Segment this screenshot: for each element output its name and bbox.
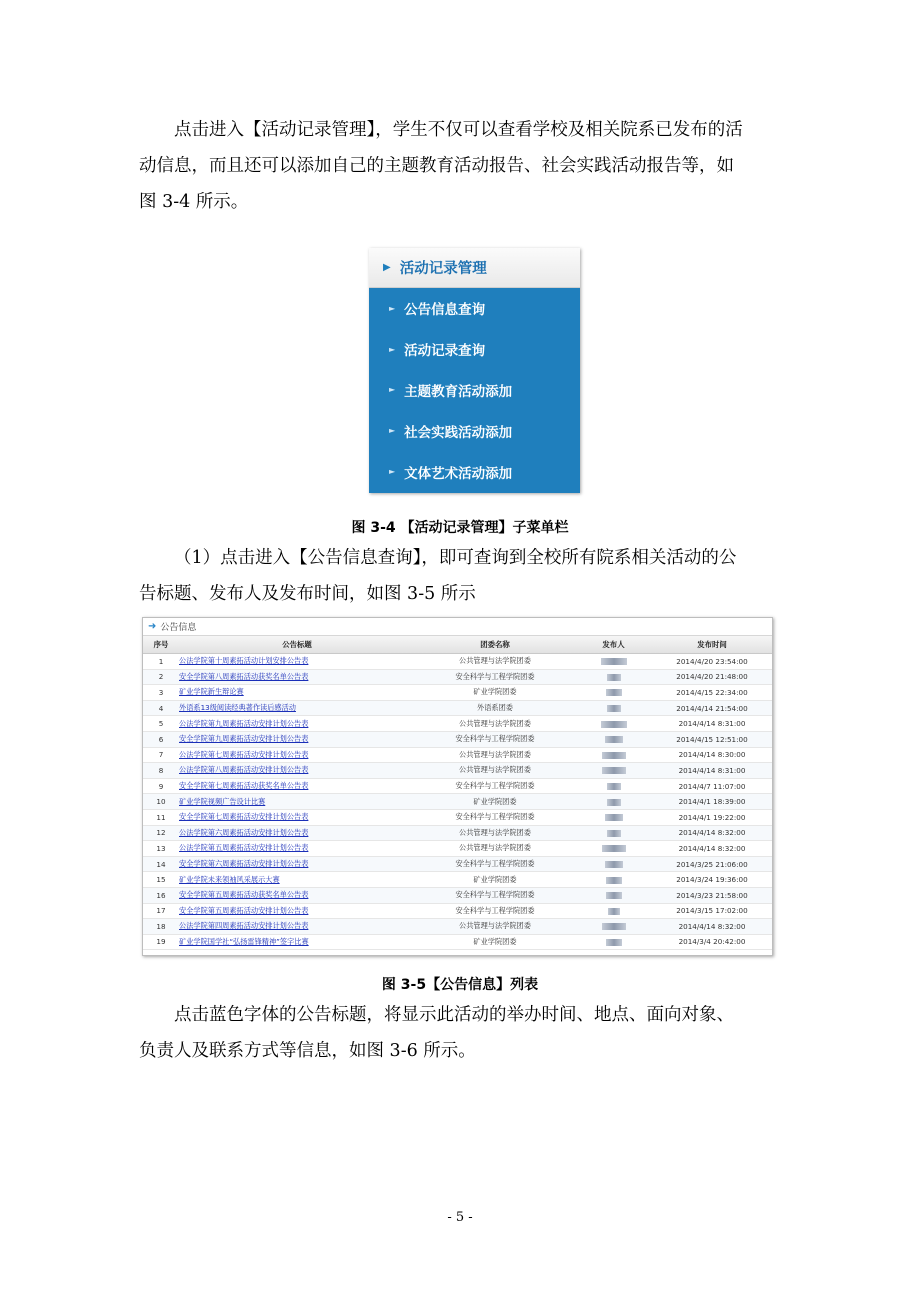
blurred-publisher [602,767,626,774]
table-title-bar [143,618,772,636]
bullet-icon: ► [389,467,396,477]
bullet-icon: ► [389,426,396,436]
notice-table-figure [142,617,773,956]
cell-publisher [575,747,652,763]
table-row [143,794,772,810]
cell-org: 公共管理与法学院团委 [415,716,575,732]
notice-title-link[interactable]: 公法学院第六周素拓活动安排计划公告表 [179,827,309,837]
cell-time: 2014/4/14 8:32:00 [652,919,772,935]
cell-publisher [575,669,652,685]
cell-org: 安全科学与工程学院团委 [415,809,575,825]
table-row [143,809,772,825]
menu-item-art-add[interactable] [369,451,580,492]
notice-title-link[interactable]: 公法学院第八周素拓活动安排计划公告表 [179,765,309,775]
cell-title [179,825,415,841]
cell-time: 2014/4/7 11:07:00 [652,778,772,794]
cell-org: 矿业学院团委 [415,685,575,701]
figure-caption-3-5: 图 3-5【公告信息】列表 [381,977,539,993]
cell-title [179,716,415,732]
table-row [143,841,772,857]
cell-no: 13 [143,841,179,857]
menu-item-notice-query[interactable] [369,288,580,329]
cell-no: 8 [143,763,179,779]
notice-title-link[interactable]: 外语系13级阅读经典著作读后感活动 [179,703,296,713]
cell-org: 安全科学与工程学院团委 [415,903,575,919]
cell-publisher [575,809,652,825]
cell-publisher [575,716,652,732]
cell-publisher [575,778,652,794]
col-header-time: 发布时间 [652,636,772,654]
notice-title-link[interactable]: 安全学院第九周素拓活动安排计划公告表 [179,734,309,744]
col-header-org: 团委名称 [415,636,575,654]
blurred-publisher [606,939,622,946]
cell-no: 16 [143,887,179,903]
notice-title-link[interactable]: 安全学院第八周素拓活动获奖名单公告表 [179,671,309,681]
cell-time: 2014/4/14 8:30:00 [652,747,772,763]
cell-time: 2014/4/15 12:51:00 [652,731,772,747]
notice-title-link[interactable]: 安全学院第六周素拓活动安排计划公告表 [179,859,309,869]
cell-org: 安全科学与工程学院团委 [415,669,575,685]
menu-item-label: 公告信息查询 [404,302,486,319]
table-row [143,685,772,701]
cell-publisher [575,731,652,747]
bullet-icon: ► [389,344,396,354]
bullet-icon: ► [389,303,396,313]
cell-publisher [575,919,652,935]
cell-publisher [575,887,652,903]
blurred-publisher [607,799,621,806]
cell-title [179,654,415,670]
cell-time: 2014/3/4 20:42:00 [652,934,772,950]
cell-no: 3 [143,685,179,701]
menu-item-label: 主题教育活动添加 [404,383,513,400]
intro-paragraph [139,112,781,220]
cell-title [179,841,415,857]
para-3-line-2: 负责人及联系方式等信息，如图 3-6 所示。 [139,1041,476,1061]
cell-title [179,763,415,779]
cell-time: 2014/3/15 17:02:00 [652,903,772,919]
notice-title-link[interactable]: 矿业学院新生辩论赛 [179,687,244,697]
cell-title [179,794,415,810]
cell-publisher [575,934,652,950]
table-row [143,716,772,732]
blurred-publisher [607,705,621,712]
blurred-publisher [605,861,623,868]
cell-title [179,778,415,794]
notice-title-link[interactable]: 公法学院第七周素拓活动安排计划公告表 [179,749,309,759]
cell-no: 7 [143,747,179,763]
cell-time: 2014/4/14 21:54:00 [652,700,772,716]
cell-publisher [575,685,652,701]
table-row [143,872,772,888]
triangle-right-icon: ▶ [383,262,391,273]
table-title: 公告信息 [160,623,197,633]
cell-publisher [575,841,652,857]
table-row [143,887,772,903]
cell-no: 11 [143,809,179,825]
cell-no: 9 [143,778,179,794]
cell-publisher [575,794,652,810]
col-header-no: 序号 [143,636,179,654]
cell-title [179,669,415,685]
table-body [143,654,772,950]
table-row [143,669,772,685]
cell-title [179,887,415,903]
table-row [143,903,772,919]
notice-title-link[interactable]: 安全学院第七周素拓活动安排计划公告表 [179,812,309,822]
cell-time: 2014/4/15 22:34:00 [652,685,772,701]
cell-no: 18 [143,919,179,935]
cell-no: 12 [143,825,179,841]
blurred-publisher [602,752,626,759]
blurred-publisher [605,736,623,743]
notice-title-link[interactable]: 公法学院第五周素拓活动安排计划公告表 [179,843,309,853]
col-header-title: 公告标题 [179,636,415,654]
figure-caption-3-4: 图 3-4 【活动记录管理】子菜单栏 [351,520,569,536]
blurred-publisher [606,689,622,696]
notice-title-link[interactable]: 矿业学院未来领袖风采展示大赛 [179,874,280,884]
cell-title [179,872,415,888]
cell-org: 矿业学院团委 [415,934,575,950]
para-3 [139,997,781,1069]
cell-time: 2014/4/14 8:31:00 [652,716,772,732]
cell-publisher [575,903,652,919]
cell-publisher [575,825,652,841]
blurred-publisher [606,877,622,884]
cell-org: 公共管理与法学院团委 [415,763,575,779]
cell-org: 矿业学院团委 [415,794,575,810]
cell-no: 4 [143,700,179,716]
cell-publisher [575,654,652,670]
cell-org: 安全科学与工程学院团委 [415,856,575,872]
cell-time: 2014/3/24 19:36:00 [652,872,772,888]
notice-title-link[interactable]: 安全学院第七周素拓活动获奖名单公告表 [179,781,309,791]
cell-title [179,934,415,950]
cell-org: 安全科学与工程学院团委 [415,887,575,903]
table-row [143,654,772,670]
blurred-publisher [602,923,626,930]
cell-no: 15 [143,872,179,888]
notice-table [143,636,772,950]
para-2 [139,540,781,612]
menu-item-label: 活动记录查询 [404,343,486,360]
blurred-publisher [606,892,622,899]
submenu-figure [369,248,580,493]
cell-title [179,700,415,716]
cell-org: 公共管理与法学院团委 [415,654,575,670]
cell-no: 6 [143,731,179,747]
cell-no: 10 [143,794,179,810]
cell-time: 2014/4/14 8:31:00 [652,763,772,779]
cell-title [179,731,415,747]
cell-no: 1 [143,654,179,670]
cell-time: 2014/4/1 18:39:00 [652,794,772,810]
cell-title [179,685,415,701]
arrow-right-icon: ➜ [148,621,157,632]
table-row [143,825,772,841]
blurred-publisher [608,908,620,915]
cell-time: 2014/4/20 21:48:00 [652,669,772,685]
col-header-publisher: 发布人 [575,636,652,654]
blurred-publisher [607,674,621,681]
intro-line-3: 图 3-4 所示。 [139,192,249,212]
notice-title-link[interactable]: 矿业学院国学社“弘扬雷锋精神”签字比赛 [179,936,309,946]
blurred-publisher [602,845,626,852]
menu-item-social-add[interactable] [369,410,580,451]
cell-org: 矿业学院团委 [415,872,575,888]
notice-title-link[interactable]: 公法学院第十周素拓活动计划安排公告表 [179,656,309,666]
menu-item-label: 社会实践活动添加 [404,424,513,441]
cell-time: 2014/4/14 8:32:00 [652,841,772,857]
table-row [143,934,772,950]
cell-no: 14 [143,856,179,872]
table-row [143,747,772,763]
table-row [143,700,772,716]
menu-header[interactable] [369,248,580,288]
cell-org: 公共管理与法学院团委 [415,841,575,857]
cell-no: 19 [143,934,179,950]
blurred-publisher [601,658,627,665]
menu-item-theme-add[interactable] [369,370,580,411]
table-row [143,731,772,747]
cell-no: 2 [143,669,179,685]
table-header-row [143,636,772,654]
table-row [143,778,772,794]
cell-time: 2014/4/20 23:54:00 [652,654,772,670]
table-row [143,919,772,935]
cell-title [179,856,415,872]
blurred-publisher [605,814,623,821]
cell-publisher [575,856,652,872]
cell-time: 2014/4/1 19:22:00 [652,809,772,825]
intro-line-2: 动信息，而且还可以添加自己的主题教育活动报告、社会实践活动报告等，如 [139,156,734,176]
para-2-line-2: 告标题、发布人及发布时间，如图 3-5 所示 [139,584,476,604]
cell-title [179,919,415,935]
cell-publisher [575,872,652,888]
cell-title [179,747,415,763]
cell-publisher [575,763,652,779]
cell-org: 安全科学与工程学院团委 [415,778,575,794]
notice-title-link[interactable]: 公法学院第四周素拓活动安排计划公告表 [179,921,309,931]
para-3-line-1: 点击蓝色字体的公告标题，将显示此活动的举办时间、地点、面向对象、 [174,1005,734,1025]
cell-org: 公共管理与法学院团委 [415,919,575,935]
cell-org: 公共管理与法学院团委 [415,747,575,763]
bullet-icon: ► [389,385,396,395]
cell-no: 17 [143,903,179,919]
cell-time: 2014/4/14 8:32:00 [652,825,772,841]
cell-org: 公共管理与法学院团委 [415,825,575,841]
blurred-publisher [607,830,621,837]
notice-title-link[interactable]: 公法学院第九周素拓活动安排计划公告表 [179,718,309,728]
para-2-line-1: （1）点击进入【公告信息查询】，即可查询到全校所有院系相关活动的公 [174,548,737,568]
table-row [143,763,772,779]
cell-title [179,809,415,825]
menu-item-record-query[interactable] [369,329,580,370]
page-number: - 5 - [447,1210,473,1225]
blurred-publisher [601,721,627,728]
cell-no: 5 [143,716,179,732]
notice-title-link[interactable]: 安全学院第五周素拓活动获奖名单公告表 [179,890,309,900]
blurred-publisher [607,783,621,790]
notice-title-link[interactable]: 安全学院第五周素拓活动安排计划公告表 [179,905,309,915]
cell-org: 外语系团委 [415,700,575,716]
menu-header-label: 活动记录管理 [399,261,487,277]
cell-title [179,903,415,919]
cell-publisher [575,700,652,716]
table-row [143,856,772,872]
cell-time: 2014/3/25 21:06:00 [652,856,772,872]
menu-item-label: 文体艺术活动添加 [404,465,513,482]
cell-time: 2014/3/23 21:58:00 [652,887,772,903]
cell-org: 安全科学与工程学院团委 [415,731,575,747]
notice-title-link[interactable]: 矿业学院视频广告设计比赛 [179,796,266,806]
intro-line-1: 点击进入【活动记录管理】，学生不仅可以查看学校及相关院系已发布的活 [174,120,743,140]
